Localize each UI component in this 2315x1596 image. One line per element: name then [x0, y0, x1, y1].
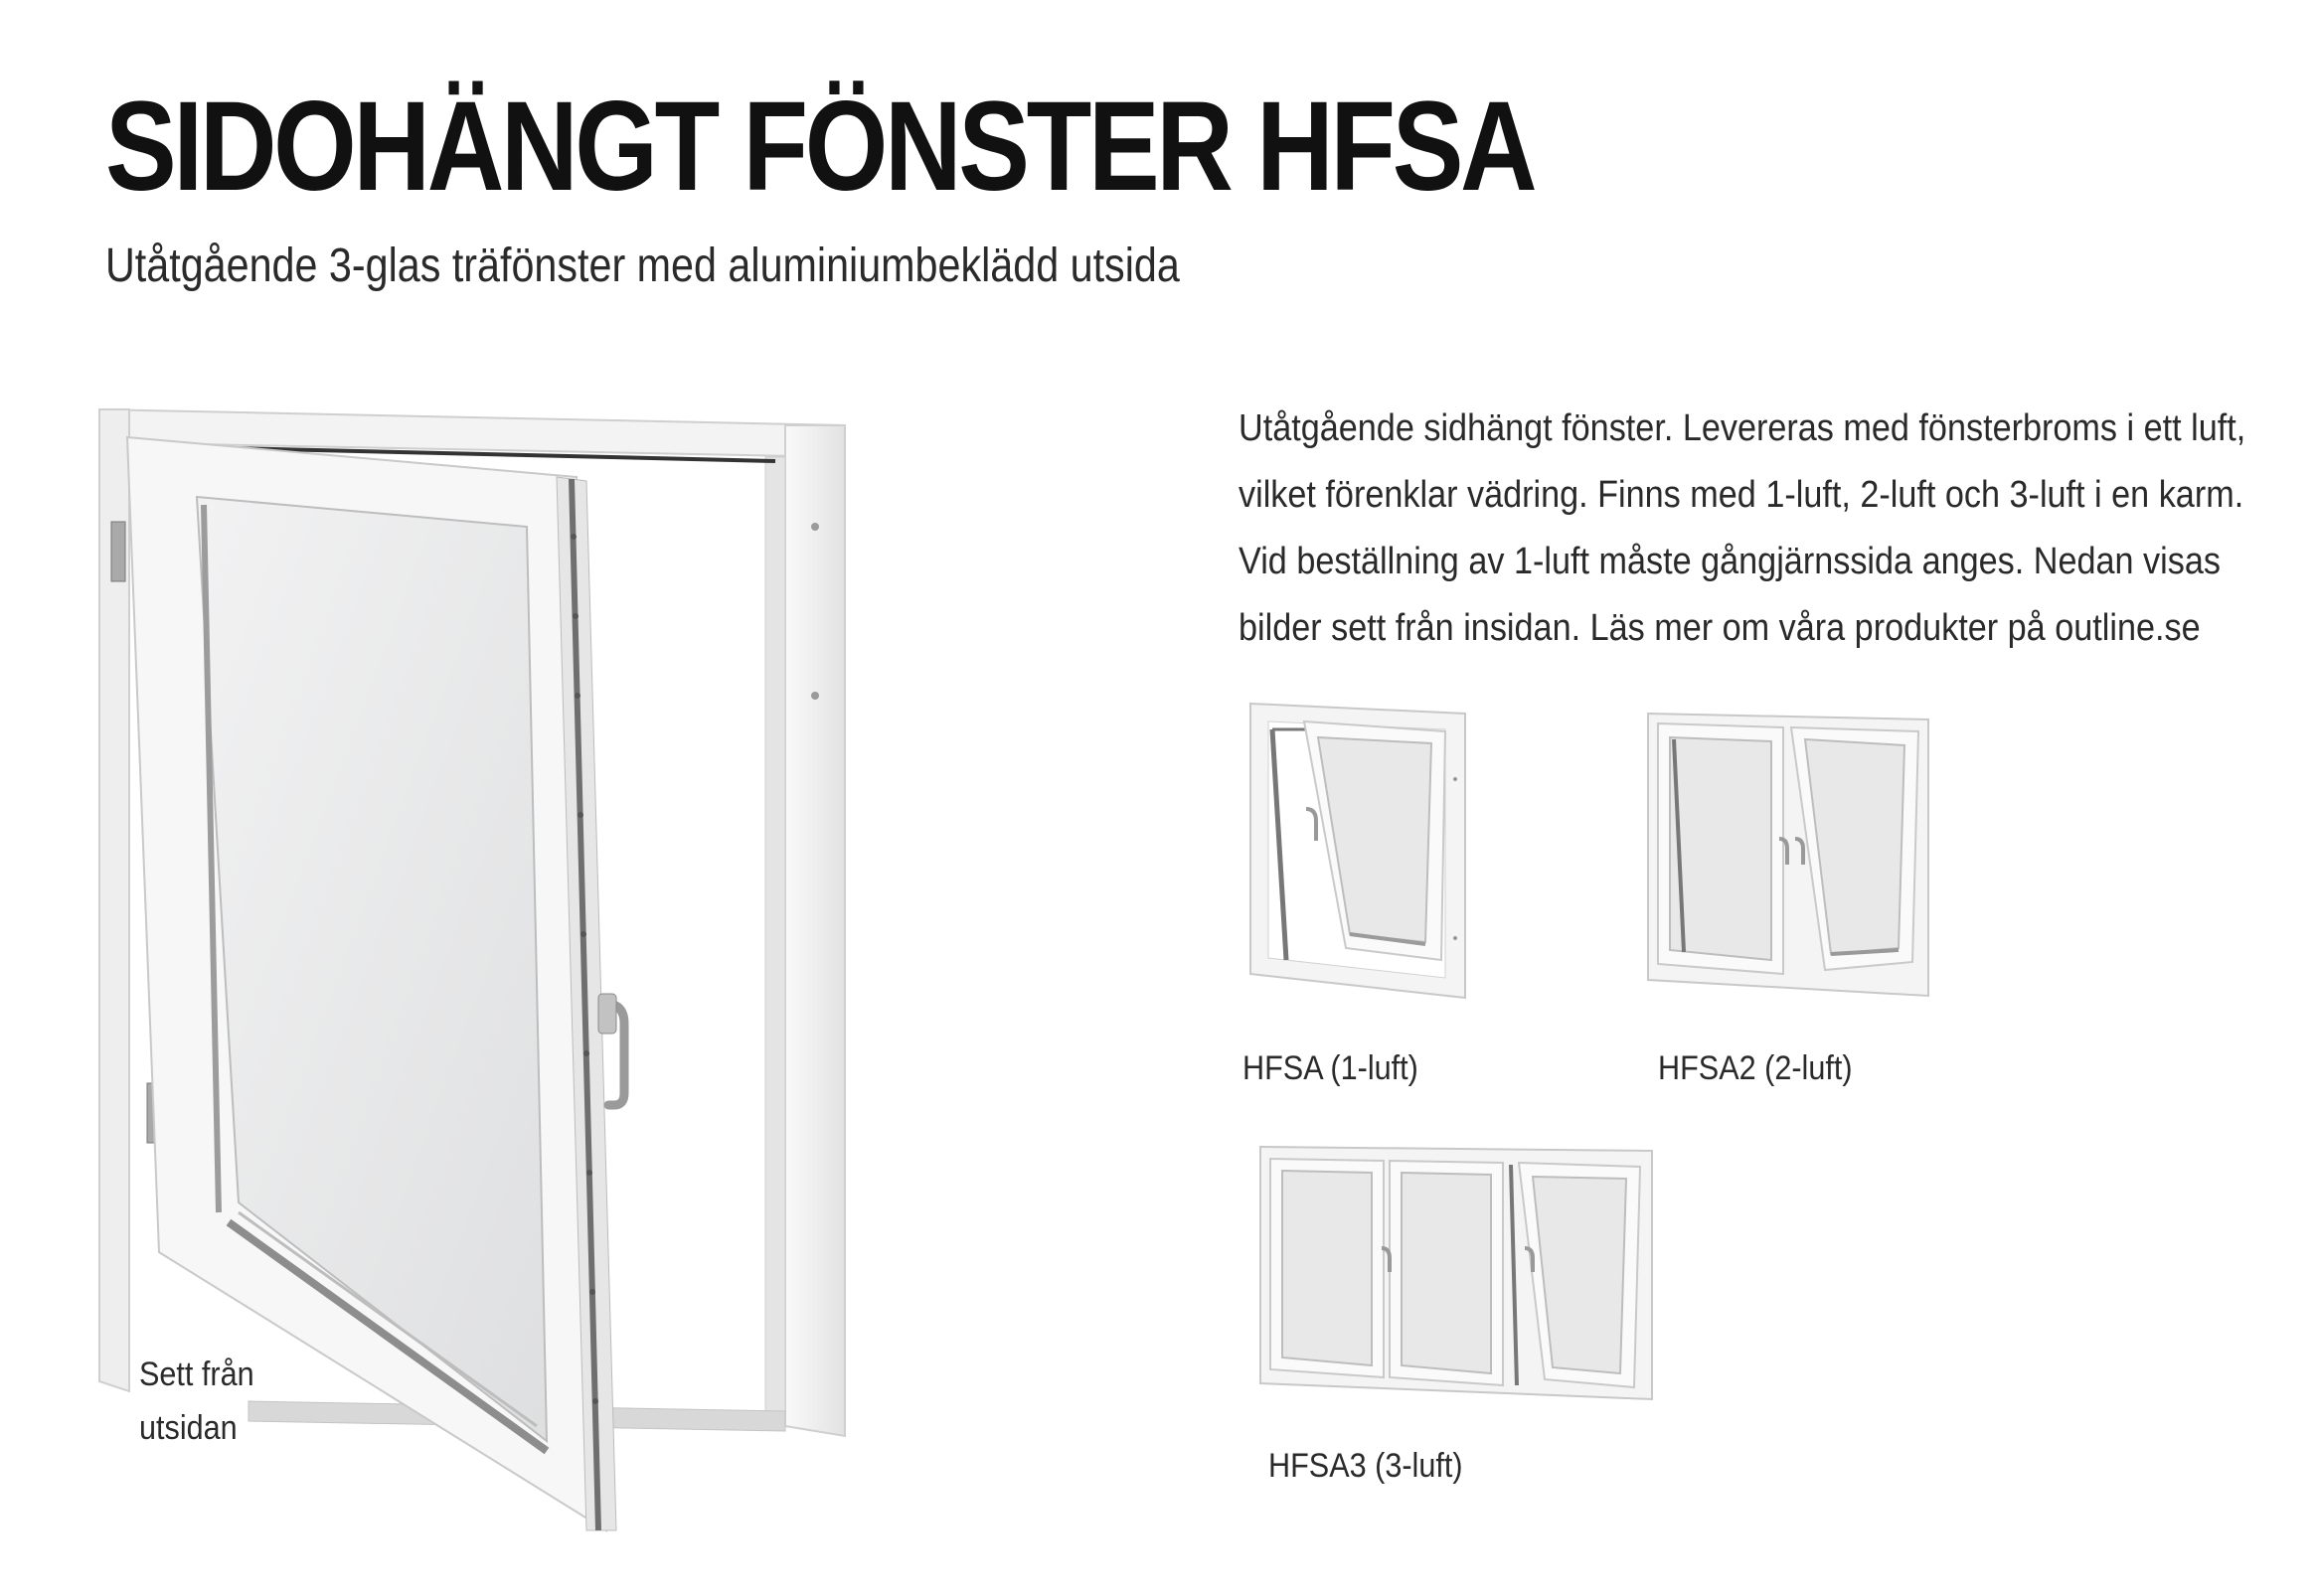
- variant-hfsa3-3-luft-label: HFSA3 (3-luft): [1268, 1447, 1463, 1485]
- variant-hfsa-1-luft-image: [1246, 700, 1469, 1000]
- variant-hfsa2-2-luft-label: HFSA2 (2-luft): [1658, 1049, 1853, 1087]
- page-subtitle: Utåtgående 3-glas träfönster med aluminiumbeklädd utsida: [105, 239, 1180, 292]
- outer-frame-inner-right: [765, 457, 785, 1426]
- outer-frame-right: [785, 425, 845, 1436]
- product-description: Utåtgående sidhängt fönster. Levereras med fönsterbroms i ett luft, vilket förenklar vädring. Finns med 1-luft, 2-luft och 3-luft i en karm. Vid beställning av 1-luft måste gångjärnssida anges. Nedan visas bilder sett från insidan. Läs mer om våra produkter på outline.se: [1239, 407, 2246, 649]
- hinge-icon: [111, 522, 125, 581]
- variant-hfsa2-2-luft-image: [1644, 710, 1932, 1000]
- main-image-caption: Sett från utsidan: [139, 1356, 254, 1447]
- page-title: SIDOHÄNGT FÖNSTER HFSA: [105, 76, 1535, 218]
- variant-hfsa3-3-luft-image: [1256, 1143, 1656, 1403]
- variant-hfsa-1-luft-label: HFSA (1-luft): [1242, 1049, 1418, 1087]
